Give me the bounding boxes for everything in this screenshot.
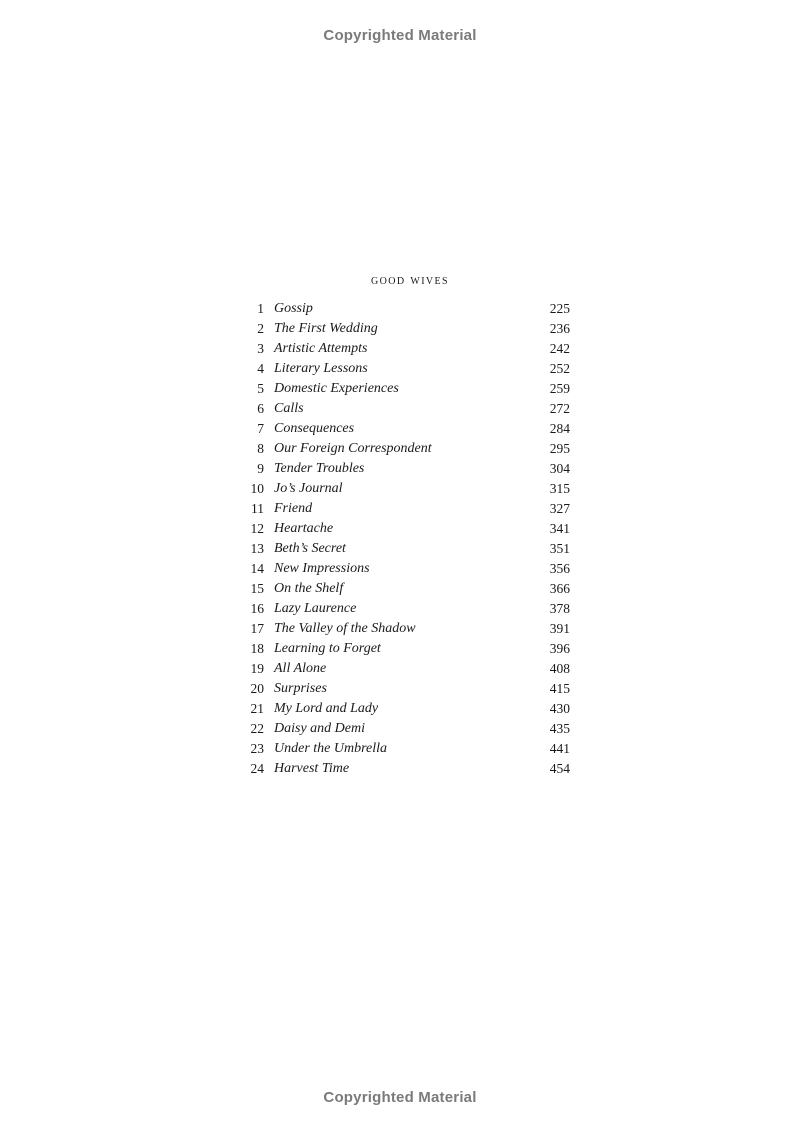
page-number: 430 — [549, 701, 570, 716]
toc-entry — [240, 439, 570, 459]
page-number: 259 — [549, 381, 570, 396]
chapter-number: 7 — [257, 421, 264, 436]
page-number: 272 — [549, 401, 570, 416]
page-number: 351 — [549, 541, 570, 556]
chapter-number: 23 — [250, 741, 264, 756]
chapter-number: 4 — [257, 361, 264, 376]
toc-entry — [240, 319, 570, 339]
toc-entry — [240, 599, 570, 619]
page-number: 295 — [549, 441, 570, 456]
chapter-title: Domestic Experiences — [274, 381, 399, 396]
toc-entry — [240, 299, 570, 319]
page-number: 327 — [549, 501, 570, 516]
toc-entry — [240, 739, 570, 759]
page-number: 366 — [549, 581, 570, 596]
chapter-number: 8 — [257, 441, 264, 456]
toc-entry — [240, 499, 570, 519]
page-number: 356 — [549, 561, 570, 576]
chapter-number: 9 — [257, 461, 264, 476]
chapter-title: Jo’s Journal — [274, 481, 343, 496]
chapter-title: Surprises — [274, 681, 327, 696]
chapter-number: 12 — [250, 521, 264, 536]
toc-entry — [240, 479, 570, 499]
toc-entry — [240, 699, 570, 719]
page-number: 415 — [549, 681, 570, 696]
page-number: 391 — [549, 621, 570, 636]
chapter-number: 20 — [250, 681, 264, 696]
chapter-title: Consequences — [274, 421, 355, 436]
chapter-title: Daisy and Demi — [274, 721, 365, 736]
chapter-number: 19 — [250, 661, 264, 676]
copyright-watermark-bottom: Copyrighted Material — [323, 1089, 477, 1106]
chapter-title: Artistic Attempts — [274, 341, 368, 356]
chapter-title: Calls — [274, 401, 304, 416]
chapter-number: 13 — [250, 541, 264, 556]
chapter-title: Lazy Laurence — [274, 601, 357, 616]
page-number: 396 — [549, 641, 570, 656]
copyright-watermark-top: Copyrighted Material — [323, 27, 477, 44]
chapter-number: 15 — [250, 581, 264, 596]
chapter-number: 18 — [250, 641, 264, 656]
page-number: 341 — [549, 521, 570, 536]
page-number: 304 — [549, 461, 570, 476]
toc-entry — [240, 339, 570, 359]
toc-entry — [240, 399, 570, 419]
chapter-title: Under the Umbrella — [274, 741, 388, 756]
page-number: 284 — [549, 421, 570, 436]
toc-entry — [240, 659, 570, 679]
page-number: 236 — [549, 321, 570, 336]
chapter-title: The First Wedding — [274, 321, 378, 336]
chapter-title: The Valley of the Shadow — [274, 621, 416, 636]
chapter-title: Learning to Forget — [274, 641, 381, 656]
toc-entry — [240, 639, 570, 659]
chapter-number: 24 — [250, 761, 264, 776]
toc-entry — [240, 419, 570, 439]
chapter-title: Heartache — [274, 521, 334, 536]
chapter-title: Friend — [274, 501, 313, 516]
chapter-title: On the Shelf — [274, 581, 344, 596]
chapter-number: 17 — [250, 621, 264, 636]
chapter-number: 16 — [250, 601, 264, 616]
page-number: 408 — [549, 661, 570, 676]
toc-entry — [240, 759, 570, 779]
chapter-title: Literary Lessons — [274, 361, 368, 376]
chapter-title: Tender Troubles — [274, 461, 365, 476]
table-of-contents — [240, 299, 570, 779]
chapter-title: My Lord and Lady — [274, 701, 379, 716]
chapter-number: 14 — [250, 561, 264, 576]
page-number: 242 — [549, 341, 570, 356]
chapter-title: Harvest Time — [274, 761, 350, 776]
toc-entry — [240, 359, 570, 379]
chapter-number: 6 — [257, 401, 264, 416]
page-number: 378 — [549, 601, 570, 616]
toc-entry — [240, 539, 570, 559]
chapter-number: 2 — [257, 321, 264, 336]
section-title: good wives — [370, 273, 450, 288]
chapter-title: All Alone — [274, 661, 327, 676]
chapter-number: 3 — [257, 341, 264, 356]
page-number: 454 — [549, 761, 570, 776]
toc-entry — [240, 459, 570, 479]
toc-entry — [240, 559, 570, 579]
chapter-number: 22 — [250, 721, 264, 736]
toc-entry — [240, 579, 570, 599]
page-number: 252 — [549, 361, 570, 376]
toc-entry — [240, 719, 570, 739]
chapter-title: Gossip — [274, 301, 313, 316]
chapter-title: New Impressions — [274, 561, 370, 576]
page-number: 435 — [549, 721, 570, 736]
toc-entry — [240, 679, 570, 699]
chapter-title: Our Foreign Correspondent — [274, 441, 432, 456]
chapter-number: 21 — [250, 701, 264, 716]
toc-entry — [240, 619, 570, 639]
chapter-number: 1 — [257, 301, 264, 316]
toc-entry — [240, 379, 570, 399]
chapter-number: 5 — [257, 381, 264, 396]
page-number: 441 — [549, 741, 570, 756]
chapter-title: Beth’s Secret — [274, 541, 346, 556]
chapter-number: 11 — [251, 501, 264, 516]
chapter-number: 10 — [250, 481, 264, 496]
page-number: 225 — [549, 301, 570, 316]
page-number: 315 — [549, 481, 570, 496]
toc-entry — [240, 519, 570, 539]
